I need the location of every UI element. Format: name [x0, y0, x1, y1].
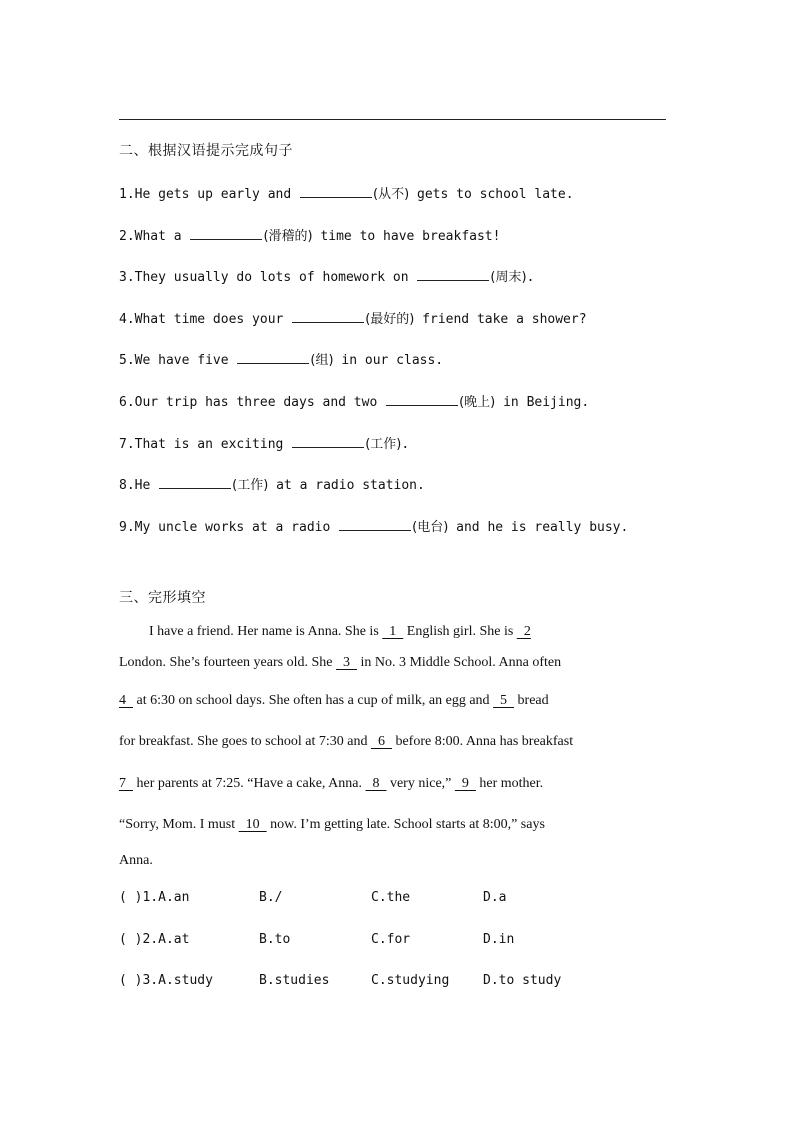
- passage-line: [119, 853, 153, 869]
- section3-heading: 三、完形填空: [119, 590, 206, 606]
- option-d[interactable]: D.in: [483, 932, 515, 947]
- cloze-blank[interactable]: 6: [370, 734, 392, 749]
- sentence-item: [119, 225, 500, 244]
- sentence-text: 1.He gets up early and: [119, 187, 300, 202]
- cloze-blank[interactable]: 9: [454, 776, 476, 791]
- passage-text: bread: [514, 693, 549, 708]
- option-c[interactable]: C.for: [371, 932, 411, 947]
- sentence-text: 2.What a: [119, 229, 190, 244]
- chinese-hint: (晚上): [459, 395, 496, 410]
- sentence-text: 7.That is an exciting: [119, 437, 292, 452]
- sentence-item: [119, 433, 409, 452]
- chinese-hint: (工作): [232, 478, 269, 493]
- sentence-item: [119, 308, 587, 327]
- answer-blank[interactable]: [386, 393, 458, 406]
- chinese-hint: (组): [310, 353, 334, 368]
- answer-blank[interactable]: [300, 185, 372, 198]
- sentence-text: 9.My uncle works at a radio: [119, 520, 339, 535]
- sentence-text: .: [401, 437, 410, 452]
- answer-blank[interactable]: [417, 268, 489, 281]
- passage-line: [119, 776, 543, 792]
- sentence-item: [119, 516, 628, 535]
- chinese-hint: (最好的): [365, 312, 415, 327]
- cloze-blank[interactable]: 1: [382, 624, 404, 639]
- passage-text: before 8:00. Anna has breakfast: [391, 734, 574, 749]
- answer-blank[interactable]: [292, 435, 364, 448]
- cloze-blank[interactable]: 2: [516, 624, 531, 639]
- sentence-text: friend take a shower?: [414, 312, 587, 327]
- chinese-hint: (工作): [365, 437, 402, 452]
- passage-text: her parents at 7:25. “Have a cake, Anna.: [133, 776, 366, 791]
- sentence-text: and he is really busy.: [448, 520, 629, 535]
- passage-text: for breakfast. She goes to school at 7:30 and: [119, 734, 371, 749]
- passage-line: [119, 693, 549, 709]
- passage-text: very nice,”: [386, 776, 455, 791]
- passage-line: [119, 655, 561, 671]
- passage-text: Anna.: [119, 853, 153, 868]
- passage-line: [119, 817, 545, 833]
- option-d[interactable]: D.a: [483, 890, 507, 905]
- answer-blank[interactable]: [237, 351, 309, 364]
- passage-text: “Sorry, Mom. I must: [119, 817, 239, 832]
- sentence-text: in Beijing.: [495, 395, 590, 410]
- chinese-hint: (从不): [373, 187, 410, 202]
- passage-text: now. I’m getting late. School starts at 8:00,” says: [266, 817, 545, 832]
- passage-line: [119, 734, 573, 750]
- sentence-text: 6.Our trip has three days and two: [119, 395, 386, 410]
- sentence-text: time to have breakfast!: [312, 229, 501, 244]
- option-b[interactable]: B./: [259, 890, 283, 905]
- option-a[interactable]: ( )2.A.at: [119, 932, 190, 947]
- sentence-item: [119, 183, 574, 202]
- cloze-blank[interactable]: 10: [238, 817, 267, 832]
- answer-blank[interactable]: [292, 310, 364, 323]
- option-b[interactable]: B.studies: [259, 973, 330, 988]
- cloze-blank[interactable]: 8: [365, 776, 387, 791]
- cloze-blank[interactable]: 7: [119, 776, 133, 791]
- cloze-blank[interactable]: 3: [335, 655, 357, 670]
- sentence-item: [119, 474, 425, 493]
- cloze-blank[interactable]: 4: [119, 693, 133, 708]
- passage-text: London. She’s fourteen years old. She: [119, 655, 336, 670]
- section2-heading: 二、根据汉语提示完成句子: [119, 143, 293, 159]
- chinese-hint: (电台): [412, 520, 449, 535]
- chinese-hint: (滑稽的): [263, 229, 313, 244]
- cloze-blank[interactable]: 5: [493, 693, 515, 708]
- sentence-item: [119, 266, 534, 285]
- option-b[interactable]: B.to: [259, 932, 291, 947]
- option-c[interactable]: C.studying: [371, 973, 450, 988]
- sentence-text: 4.What time does your: [119, 312, 292, 327]
- sentence-text: in our class.: [333, 353, 444, 368]
- option-c[interactable]: C.the: [371, 890, 411, 905]
- sentence-text: gets to school late.: [409, 187, 574, 202]
- answer-blank[interactable]: [159, 476, 231, 489]
- option-a[interactable]: ( )3.A.study: [119, 973, 213, 988]
- sentence-text: 5.We have five: [119, 353, 237, 368]
- passage-line: [149, 624, 531, 640]
- option-a[interactable]: ( )1.A.an: [119, 890, 190, 905]
- chinese-hint: (周末): [490, 270, 527, 285]
- answer-blank[interactable]: [339, 518, 411, 531]
- passage-text: I have a friend. Her name is Anna. She is: [149, 624, 383, 639]
- passage-text: at 6:30 on school days. She often has a cup of milk, an egg and: [133, 693, 494, 708]
- sentence-text: 3.They usually do lots of homework on: [119, 270, 417, 285]
- sentence-item: [119, 349, 443, 368]
- passage-text: English girl. She is: [403, 624, 517, 639]
- sentence-item: [119, 391, 589, 410]
- passage-text: her mother.: [475, 776, 544, 791]
- sentence-text: at a radio station.: [268, 478, 425, 493]
- top-rule: [119, 119, 666, 120]
- passage-text: in No. 3 Middle School. Anna often: [356, 655, 562, 670]
- option-d[interactable]: D.to study: [483, 973, 562, 988]
- answer-blank[interactable]: [190, 227, 262, 240]
- sentence-text: .: [526, 270, 535, 285]
- sentence-text: 8.He: [119, 478, 159, 493]
